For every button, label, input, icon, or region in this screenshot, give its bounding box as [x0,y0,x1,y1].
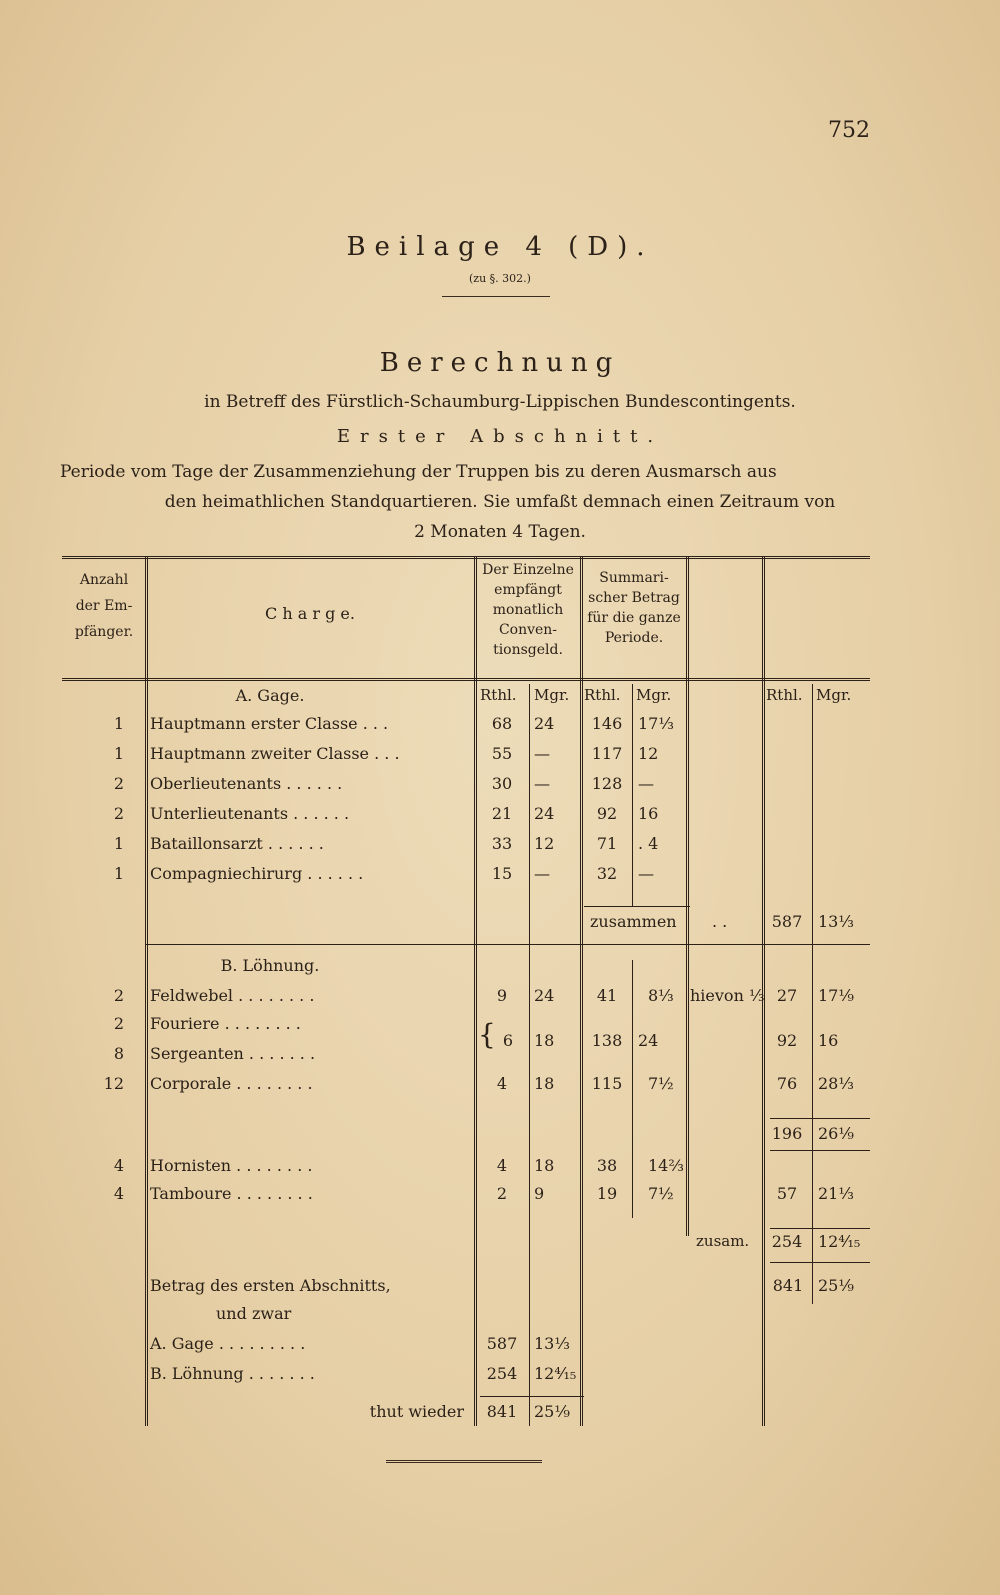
period-text-2: den heimathlichen Standquartieren. Sie umfaßt demnach einen Zeitraum von [164,492,836,512]
header-summary: Summari- scher Betrag für die ganze Periode. [587,570,681,646]
appendix-heading: Beilage 4 (D). [346,232,654,262]
col-rule-sum-end [686,556,689,1236]
summary-line2: und zwar [216,1304,292,1323]
lohn-total-rule-bottom [770,1262,870,1263]
page-number: 752 [828,118,870,143]
document-page: 752 Beilage 4 (D). (zu §. 302.) Berechnung in Betreff des Fürstlich-Schaumburg-Lippischen Bundescontingents. Erster Abschnitt. Periode vom Tage der Zusammenziehung der Truppen bis zu deren Ausmarsch aus den heimathlichen Standquartieren. Sie umfaßt demnach einen Zeitraum von 2 Monaten 4 Tagen. Anzahl der Em- pfänger. C h a r g e. Der Einzelne empfängt monatlich Conven- tionsgeld. Summari- scher Betrag für die ganze Periode. A. Gage. Rthl. Mgr. Rthl. Mgr. Rthl. Mgr. 1 Hauptmann erster Classe . . . 68 24 146 17⅓ 1 Hauptmann zweiter Classe . . . 55 — 117 12 2 Oberlieutenants . . . . . . 30 — 128 — 2 Unterlieutenants . . . . . . 21 24 92 16 1 Bataillonsarzt . . . . . . 33 12 71 . 4 1 Compagniechirurg . . . . . . 15 — 32 — zusammen . . 587 13⅓ B. Löhnung. 2 Feldwebel . . . . . . . . 9 24 41 8⅓ hievon ⅓ 27 17⅑ 2 Fouriere . . . . . . . . 8 Sergeanten . . . . . . . { 6 18 138 24 92 16 12 Corporale . . . . . . . . 4 18 115 7½ 76 28⅓ 196 26⅑ 4 Hornisten . . . . . . . . 4 18 38 14⅔ 4 Tamboure . . . . . . . . 2 9 19 7½ 57 21⅓ zusam. 254 12⁴⁄₁₅ Betrag des ersten Abschnitts, 841 25⅑ und zwar A. Gage . . . . . . . . . 587 13⅓ B. Löhnung . . . . . . . 254 12⁴⁄₁₅ thut wieder 841 25⅑ [0,0,1000,1595]
closing-rule [386,1460,542,1469]
unit-rthl-sum: Rthl. [584,686,621,704]
col-rule-total-mgr [812,684,813,1304]
unit-mgr-sum: Mgr. [636,686,672,704]
summary-a-label: A. Gage . . . . . . . . . [150,1334,306,1353]
unit-mgr: Mgr. [534,686,570,704]
grand-total-rthl: 841 [772,1276,804,1295]
col-rule-monthly [529,684,530,1426]
section-a-label: A. Gage. [235,686,305,705]
lohn-subtotal-rule-bottom [770,1150,870,1151]
col-rule-count [145,556,148,1426]
summary-rule [480,1396,584,1397]
period-text-3: 2 Monaten 4 Tagen. [414,522,586,542]
grand-total-mgr: 25⅑ [818,1276,854,1295]
col-rule-charge [474,556,477,1426]
col-rule-sum-mgr [632,684,633,906]
section-b-label: B. Löhnung. [220,956,320,975]
header-monthly: Der Einzelne empfängt monatlich Conven- tionsgeld. [482,562,574,658]
header-charge: C h a r g e. [265,604,355,623]
header-count: Anzahl der Em- pfänger. [74,572,134,640]
col-rule-sum-mgr-b [632,960,633,1218]
unit-rthl: Rthl. [480,686,517,704]
document-subtitle: in Betreff des Fürstlich-Schaumburg-Lippischen Bundescontingents. [204,392,796,412]
heading-reference: (zu §. 302.) [469,272,531,285]
summary-b-label: B. Löhnung . . . . . . . [150,1364,315,1383]
col-rule-monthly-end [580,556,583,1426]
document-title: Berechnung [379,348,621,378]
lohn-total-rule-top [770,1228,870,1229]
summary-total-label: thut wieder [369,1402,464,1421]
unit-mgr-total: Mgr. [816,686,852,704]
period-text-1: Periode vom Tage der Zusammenziehung der Truppen bis zu deren Ausmarsch aus [60,462,777,482]
lohn-subtotal-rule-top [770,1118,870,1119]
section-title: Erster Abschnitt. [336,426,664,447]
heading-rule [442,296,550,297]
table-top-rule [62,556,870,559]
summary-line1: Betrag des ersten Abschnitts, [150,1276,391,1295]
brace: { [478,1018,496,1051]
header-bottom-rule [62,678,870,681]
unit-rthl-total: Rthl. [766,686,803,704]
gage-sum-rule [584,906,690,907]
